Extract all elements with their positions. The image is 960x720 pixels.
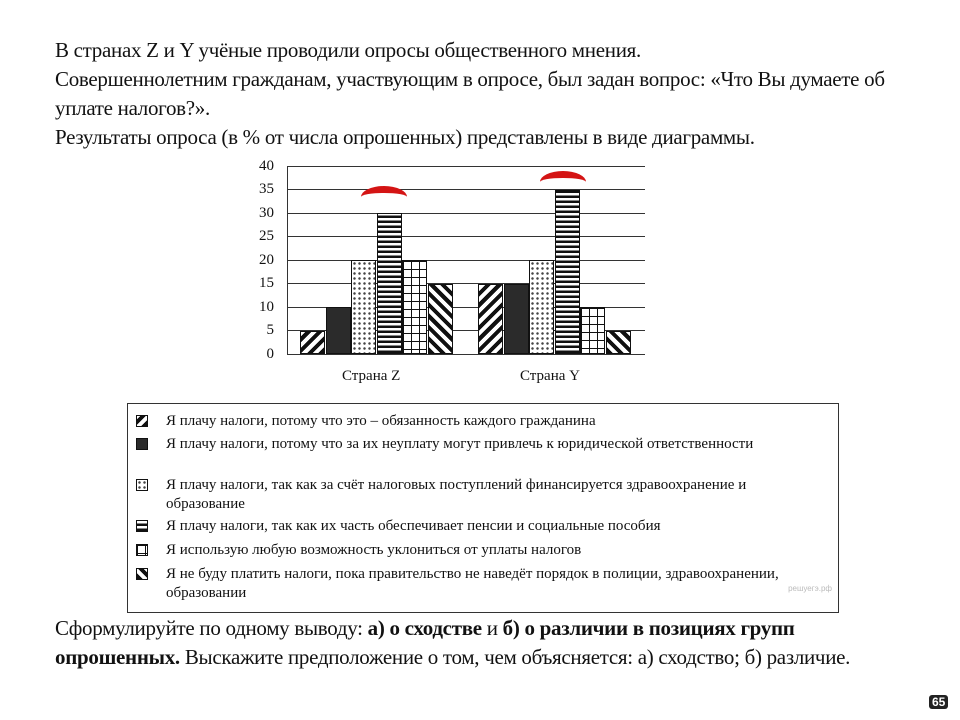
y-tick: 30: [259, 205, 274, 221]
gridline: [287, 260, 645, 261]
pattern-stripes-icon: [136, 520, 148, 532]
highlight-arc-y: [540, 171, 586, 193]
bar: [428, 284, 453, 355]
bar: [478, 284, 503, 355]
bar: [351, 260, 376, 354]
bar: [504, 284, 529, 355]
legend-item: [136, 565, 826, 603]
bar: [555, 190, 580, 355]
legend-label: Я плачу налоги, так как их часть обеспечивает пенсии и социальные пособия: [166, 518, 661, 534]
y-tick: 35: [259, 181, 274, 197]
watermark: решуегэ.рф: [788, 584, 832, 593]
legend-item: [136, 435, 826, 454]
y-tick: 5: [266, 322, 274, 338]
intro-line-1: В странах Z и Y учёные проводили опросы общественного мнения.: [55, 38, 641, 62]
chart-legend: [127, 403, 839, 613]
x-label-country-z: Страна Z: [342, 368, 401, 384]
y-tick: 0: [266, 346, 274, 362]
legend-label: Я плачу налоги, так как за счёт налоговых поступлений финансируется здравоохранение и образование: [166, 477, 747, 512]
legend-label: Я не буду платить налоги, пока правительство не наведёт порядок в полиции, здравоохранении, образовании: [166, 566, 779, 601]
y-tick: 20: [259, 252, 274, 268]
bar: [326, 307, 351, 354]
pattern-reverse-diagonal-icon: [136, 568, 148, 580]
gridline: [287, 189, 645, 190]
y-tick: 15: [259, 275, 274, 291]
legend-item: [136, 476, 826, 514]
pattern-dots-icon: [136, 479, 148, 491]
question-text: и: [481, 616, 503, 640]
legend-item: [136, 412, 826, 431]
task-question: [55, 614, 915, 672]
intro-line-3: Результаты опроса (в % от числа опрошенных) представлены в виде диаграммы.: [55, 125, 755, 149]
gridline: [287, 213, 645, 214]
question-bold: б) о различии в позициях групп опрошенных.: [55, 616, 795, 669]
x-label-country-y: Страна Y: [520, 368, 580, 384]
bar: [402, 260, 427, 354]
legend-item: [136, 517, 826, 536]
legend-label: Я плачу налоги, потому что за их неуплату могут привлечь к юридической ответственности: [166, 436, 754, 452]
legend-item: [136, 541, 826, 560]
legend-label: Я использую любую возможность уклониться от уплаты налогов: [166, 542, 582, 558]
legend-label: Я плачу налоги, потому что это – обязанность каждого гражданина: [166, 413, 596, 429]
highlight-arc-z: [361, 186, 407, 208]
pattern-solid-icon: [136, 438, 148, 450]
gridline: [287, 283, 645, 284]
pattern-grid-icon: [136, 544, 148, 556]
pattern-diagonal-icon: [136, 415, 148, 427]
question-text: Сформулируйте по одному выводу:: [55, 616, 368, 640]
y-tick: 40: [259, 158, 274, 174]
bar: [606, 331, 631, 355]
gridline: [287, 236, 645, 237]
intro-line-2: Совершеннолетним гражданам, участвующим в опросе, был задан вопрос: «Что Вы думаете об уплате налогов?».: [55, 67, 885, 120]
gridline: [287, 166, 645, 167]
page-number: 65: [929, 695, 948, 709]
y-tick: 10: [259, 299, 274, 315]
bar: [377, 213, 402, 354]
bar: [580, 307, 605, 354]
question-text: Выскажите предположение о том, чем объясняется: а) сходство; б) различие.: [179, 645, 851, 669]
bar: [300, 331, 325, 355]
question-bold: а) о сходстве: [367, 616, 482, 640]
y-axis-line: [287, 166, 288, 355]
y-tick: 25: [259, 228, 274, 244]
bar: [529, 260, 554, 354]
x-axis-line: [287, 354, 645, 355]
task-intro: [55, 36, 935, 152]
